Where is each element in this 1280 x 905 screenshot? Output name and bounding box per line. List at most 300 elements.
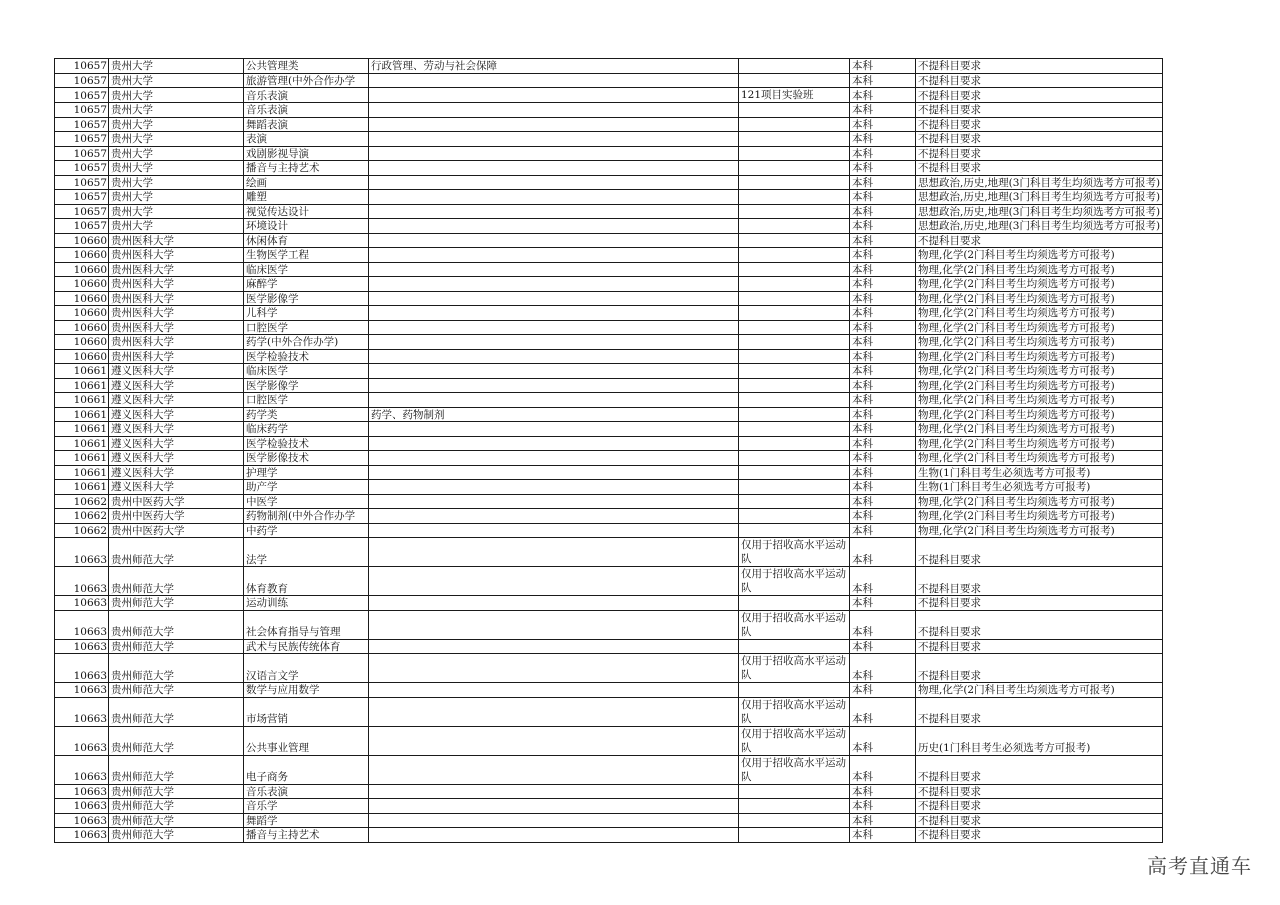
level-cell: 本科 — [850, 451, 916, 466]
remark-cell — [739, 248, 850, 263]
subject-requirement-cell: 不提科目要求 — [916, 538, 1163, 567]
major-name-cell: 数学与应用数学 — [244, 683, 369, 698]
school-name-cell: 遵义医科大学 — [109, 451, 244, 466]
included-majors-cell — [369, 320, 739, 335]
included-majors-cell — [369, 103, 739, 118]
major-name-cell: 音乐表演 — [244, 784, 369, 799]
subject-requirement-cell: 物理,化学(2门科目考生均须选考方可报考) — [916, 422, 1163, 437]
remark-cell — [739, 349, 850, 364]
major-name-cell: 体育教育 — [244, 567, 369, 596]
included-majors-cell — [369, 190, 739, 205]
school-code-cell: 10660 — [55, 262, 109, 277]
remark-cell — [739, 465, 850, 480]
major-name-cell: 中药学 — [244, 523, 369, 538]
remark-cell — [739, 59, 850, 74]
school-code-cell: 10660 — [55, 248, 109, 263]
school-name-cell: 遵义医科大学 — [109, 422, 244, 437]
school-code-cell: 10657 — [55, 175, 109, 190]
subject-requirement-cell: 不提科目要求 — [916, 59, 1163, 74]
included-majors-cell — [369, 291, 739, 306]
school-name-cell: 贵州大学 — [109, 59, 244, 74]
school-code-cell: 10663 — [55, 639, 109, 654]
school-name-cell: 贵州师范大学 — [109, 610, 244, 639]
level-cell: 本科 — [850, 436, 916, 451]
school-name-cell: 贵州医科大学 — [109, 277, 244, 292]
major-name-cell: 舞蹈学 — [244, 813, 369, 828]
major-name-cell: 电子商务 — [244, 755, 369, 784]
included-majors-cell — [369, 378, 739, 393]
remark-cell — [739, 291, 850, 306]
school-name-cell: 贵州医科大学 — [109, 335, 244, 350]
level-cell: 本科 — [850, 132, 916, 147]
level-cell: 本科 — [850, 538, 916, 567]
included-majors-cell — [369, 146, 739, 161]
subject-requirement-cell: 物理,化学(2门科目考生均须选考方可报考) — [916, 291, 1163, 306]
table-row — [55, 610, 1163, 639]
included-majors-cell — [369, 73, 739, 88]
remark-cell — [739, 436, 850, 451]
remark-cell: 仅用于招收高水平运动队 — [739, 755, 850, 784]
level-cell: 本科 — [850, 567, 916, 596]
included-majors-cell — [369, 639, 739, 654]
major-name-cell: 医学检验技术 — [244, 349, 369, 364]
subject-requirement-cell: 不提科目要求 — [916, 88, 1163, 103]
school-code-cell: 10657 — [55, 219, 109, 234]
level-cell: 本科 — [850, 335, 916, 350]
school-name-cell: 贵州大学 — [109, 190, 244, 205]
level-cell: 本科 — [850, 610, 916, 639]
major-name-cell: 市场营销 — [244, 697, 369, 726]
included-majors-cell — [369, 175, 739, 190]
subject-requirement-cell: 物理,化学(2门科目考生均须选考方可报考) — [916, 494, 1163, 509]
table-row — [55, 407, 1163, 422]
subject-requirement-cell: 不提科目要求 — [916, 161, 1163, 176]
school-name-cell: 贵州大学 — [109, 146, 244, 161]
level-cell: 本科 — [850, 364, 916, 379]
school-code-cell: 10663 — [55, 828, 109, 843]
table-row — [55, 161, 1163, 176]
subject-requirement-cell: 不提科目要求 — [916, 73, 1163, 88]
major-name-cell: 旅游管理(中外合作办学 — [244, 73, 369, 88]
level-cell: 本科 — [850, 219, 916, 234]
major-name-cell: 临床医学 — [244, 262, 369, 277]
level-cell: 本科 — [850, 88, 916, 103]
included-majors-cell — [369, 509, 739, 524]
table-row — [55, 204, 1163, 219]
table-row — [55, 509, 1163, 524]
included-majors-cell — [369, 393, 739, 408]
subject-requirement-cell: 物理,化学(2门科目考生均须选考方可报考) — [916, 349, 1163, 364]
subject-requirement-cell: 不提科目要求 — [916, 146, 1163, 161]
table-row — [55, 683, 1163, 698]
school-name-cell: 贵州医科大学 — [109, 320, 244, 335]
school-code-cell: 10660 — [55, 306, 109, 321]
school-code-cell: 10661 — [55, 436, 109, 451]
school-name-cell: 贵州师范大学 — [109, 654, 244, 683]
school-code-cell: 10660 — [55, 291, 109, 306]
included-majors-cell — [369, 277, 739, 292]
table-row — [55, 494, 1163, 509]
school-code-cell: 10663 — [55, 567, 109, 596]
level-cell: 本科 — [850, 175, 916, 190]
table-row — [55, 88, 1163, 103]
included-majors-cell — [369, 494, 739, 509]
school-name-cell: 遵义医科大学 — [109, 378, 244, 393]
table-row — [55, 755, 1163, 784]
major-name-cell: 环境设计 — [244, 219, 369, 234]
remark-cell — [739, 784, 850, 799]
included-majors-cell — [369, 799, 739, 814]
level-cell: 本科 — [850, 422, 916, 437]
included-majors-cell — [369, 204, 739, 219]
school-code-cell: 10662 — [55, 509, 109, 524]
level-cell: 本科 — [850, 784, 916, 799]
remark-cell — [739, 175, 850, 190]
subject-requirement-cell: 不提科目要求 — [916, 596, 1163, 611]
major-name-cell: 戏剧影视导演 — [244, 146, 369, 161]
school-name-cell: 贵州师范大学 — [109, 538, 244, 567]
level-cell: 本科 — [850, 277, 916, 292]
subject-requirement-cell: 物理,化学(2门科目考生均须选考方可报考) — [916, 436, 1163, 451]
remark-cell — [739, 364, 850, 379]
table-row — [55, 306, 1163, 321]
level-cell: 本科 — [850, 639, 916, 654]
school-name-cell: 贵州中医药大学 — [109, 494, 244, 509]
subject-requirement-cell: 物理,化学(2门科目考生均须选考方可报考) — [916, 509, 1163, 524]
remark-cell — [739, 204, 850, 219]
level-cell: 本科 — [850, 828, 916, 843]
remark-cell — [739, 262, 850, 277]
subject-requirement-cell: 思想政治,历史,地理(3门科目考生均须选考方可报考) — [916, 175, 1163, 190]
school-name-cell: 贵州医科大学 — [109, 262, 244, 277]
school-code-cell: 10660 — [55, 335, 109, 350]
school-name-cell: 贵州中医药大学 — [109, 523, 244, 538]
included-majors-cell — [369, 784, 739, 799]
school-code-cell: 10663 — [55, 610, 109, 639]
subject-requirement-cell: 物理,化学(2门科目考生均须选考方可报考) — [916, 335, 1163, 350]
remark-cell: 仅用于招收高水平运动队 — [739, 538, 850, 567]
remark-cell — [739, 422, 850, 437]
level-cell: 本科 — [850, 117, 916, 132]
included-majors-cell — [369, 828, 739, 843]
major-name-cell: 武术与民族传统体育 — [244, 639, 369, 654]
level-cell: 本科 — [850, 407, 916, 422]
level-cell: 本科 — [850, 596, 916, 611]
included-majors-cell: 行政管理、劳动与社会保障 — [369, 59, 739, 74]
major-name-cell: 音乐学 — [244, 799, 369, 814]
school-code-cell: 10661 — [55, 407, 109, 422]
major-name-cell: 播音与主持艺术 — [244, 161, 369, 176]
included-majors-cell — [369, 610, 739, 639]
major-name-cell: 休闲体育 — [244, 233, 369, 248]
table-row — [55, 103, 1163, 118]
school-code-cell: 10657 — [55, 146, 109, 161]
subject-requirement-cell: 不提科目要求 — [916, 799, 1163, 814]
school-code-cell: 10660 — [55, 320, 109, 335]
subject-requirement-cell: 物理,化学(2门科目考生均须选考方可报考) — [916, 320, 1163, 335]
school-name-cell: 贵州师范大学 — [109, 799, 244, 814]
subject-requirement-cell: 不提科目要求 — [916, 784, 1163, 799]
table-row — [55, 132, 1163, 147]
table-row — [55, 117, 1163, 132]
included-majors-cell — [369, 683, 739, 698]
major-name-cell: 音乐表演 — [244, 88, 369, 103]
school-name-cell: 贵州大学 — [109, 103, 244, 118]
table-row — [55, 639, 1163, 654]
school-code-cell: 10663 — [55, 813, 109, 828]
level-cell: 本科 — [850, 248, 916, 263]
school-name-cell: 贵州师范大学 — [109, 755, 244, 784]
table-row — [55, 799, 1163, 814]
school-code-cell: 10663 — [55, 726, 109, 755]
school-code-cell: 10657 — [55, 161, 109, 176]
remark-cell — [739, 306, 850, 321]
subject-requirement-cell: 物理,化学(2门科目考生均须选考方可报考) — [916, 407, 1163, 422]
subject-requirement-cell: 物理,化学(2门科目考生均须选考方可报考) — [916, 378, 1163, 393]
school-name-cell: 遵义医科大学 — [109, 465, 244, 480]
table-row — [55, 697, 1163, 726]
level-cell: 本科 — [850, 494, 916, 509]
subject-requirement-cell: 物理,化学(2门科目考生均须选考方可报考) — [916, 364, 1163, 379]
table-row — [55, 654, 1163, 683]
included-majors-cell — [369, 480, 739, 495]
major-name-cell: 护理学 — [244, 465, 369, 480]
subject-requirement-cell: 生物(1门科目考生必须选考方可报考) — [916, 465, 1163, 480]
subject-requirement-cell: 物理,化学(2门科目考生均须选考方可报考) — [916, 262, 1163, 277]
remark-cell — [739, 233, 850, 248]
remark-cell — [739, 683, 850, 698]
school-name-cell: 贵州师范大学 — [109, 639, 244, 654]
school-code-cell: 10661 — [55, 451, 109, 466]
table-row — [55, 480, 1163, 495]
major-name-cell: 表演 — [244, 132, 369, 147]
school-code-cell: 10660 — [55, 233, 109, 248]
level-cell: 本科 — [850, 480, 916, 495]
remark-cell — [739, 117, 850, 132]
school-name-cell: 贵州师范大学 — [109, 596, 244, 611]
remark-cell — [739, 639, 850, 654]
table-row — [55, 73, 1163, 88]
school-code-cell: 10661 — [55, 393, 109, 408]
included-majors-cell — [369, 117, 739, 132]
remark-cell — [739, 813, 850, 828]
table-row — [55, 596, 1163, 611]
level-cell: 本科 — [850, 349, 916, 364]
school-name-cell: 贵州医科大学 — [109, 306, 244, 321]
school-name-cell: 贵州师范大学 — [109, 697, 244, 726]
major-name-cell: 临床医学 — [244, 364, 369, 379]
school-name-cell: 贵州大学 — [109, 132, 244, 147]
school-code-cell: 10663 — [55, 697, 109, 726]
included-majors-cell — [369, 451, 739, 466]
school-code-cell: 10657 — [55, 117, 109, 132]
included-majors-cell — [369, 132, 739, 147]
watermark-text: 高考直通车 — [1147, 854, 1252, 878]
included-majors-cell — [369, 219, 739, 234]
school-code-cell: 10657 — [55, 190, 109, 205]
subject-requirement-cell: 物理,化学(2门科目考生均须选考方可报考) — [916, 306, 1163, 321]
table-row — [55, 451, 1163, 466]
level-cell: 本科 — [850, 291, 916, 306]
school-name-cell: 贵州师范大学 — [109, 828, 244, 843]
school-code-cell: 10663 — [55, 596, 109, 611]
subject-requirement-cell: 历史(1门科目考生必须选考方可报考) — [916, 726, 1163, 755]
table-row — [55, 364, 1163, 379]
school-code-cell: 10662 — [55, 523, 109, 538]
school-name-cell: 贵州大学 — [109, 175, 244, 190]
school-code-cell: 10657 — [55, 59, 109, 74]
included-majors-cell — [369, 654, 739, 683]
table-body — [55, 59, 1163, 843]
major-name-cell: 助产学 — [244, 480, 369, 495]
school-code-cell: 10657 — [55, 73, 109, 88]
major-name-cell: 公共管理类 — [244, 59, 369, 74]
table-row — [55, 784, 1163, 799]
table-row — [55, 567, 1163, 596]
remark-cell — [739, 523, 850, 538]
level-cell: 本科 — [850, 190, 916, 205]
school-code-cell: 10663 — [55, 654, 109, 683]
included-majors-cell — [369, 422, 739, 437]
remark-cell — [739, 393, 850, 408]
included-majors-cell — [369, 538, 739, 567]
school-name-cell: 贵州大学 — [109, 73, 244, 88]
remark-cell — [739, 277, 850, 292]
included-majors-cell — [369, 567, 739, 596]
school-name-cell: 遵义医科大学 — [109, 436, 244, 451]
school-name-cell: 贵州大学 — [109, 204, 244, 219]
subject-requirement-cell: 物理,化学(2门科目考生均须选考方可报考) — [916, 683, 1163, 698]
major-name-cell: 播音与主持艺术 — [244, 828, 369, 843]
remark-cell — [739, 335, 850, 350]
table-row — [55, 828, 1163, 843]
included-majors-cell — [369, 726, 739, 755]
remark-cell — [739, 132, 850, 147]
school-name-cell: 贵州医科大学 — [109, 233, 244, 248]
school-name-cell: 贵州医科大学 — [109, 291, 244, 306]
remark-cell — [739, 146, 850, 161]
subject-requirement-cell: 不提科目要求 — [916, 233, 1163, 248]
school-name-cell: 贵州师范大学 — [109, 683, 244, 698]
major-name-cell: 口腔医学 — [244, 320, 369, 335]
table-row — [55, 277, 1163, 292]
school-code-cell: 10657 — [55, 132, 109, 147]
remark-cell — [739, 103, 850, 118]
included-majors-cell — [369, 697, 739, 726]
remark-cell: 仅用于招收高水平运动队 — [739, 726, 850, 755]
level-cell: 本科 — [850, 233, 916, 248]
level-cell: 本科 — [850, 813, 916, 828]
major-name-cell: 麻醉学 — [244, 277, 369, 292]
subject-requirement-cell: 物理,化学(2门科目考生均须选考方可报考) — [916, 248, 1163, 263]
remark-cell: 仅用于招收高水平运动队 — [739, 610, 850, 639]
included-majors-cell — [369, 436, 739, 451]
major-name-cell: 药物制剂(中外合作办学 — [244, 509, 369, 524]
major-name-cell: 公共事业管理 — [244, 726, 369, 755]
major-name-cell: 药学(中外合作办学) — [244, 335, 369, 350]
school-name-cell: 贵州大学 — [109, 219, 244, 234]
major-name-cell: 视觉传达设计 — [244, 204, 369, 219]
school-code-cell: 10663 — [55, 683, 109, 698]
subject-requirement-cell: 不提科目要求 — [916, 697, 1163, 726]
table-row — [55, 262, 1163, 277]
included-majors-cell — [369, 262, 739, 277]
major-name-cell: 口腔医学 — [244, 393, 369, 408]
subject-requirement-cell: 物理,化学(2门科目考生均须选考方可报考) — [916, 393, 1163, 408]
table-row — [55, 233, 1163, 248]
included-majors-cell — [369, 335, 739, 350]
school-name-cell: 贵州医科大学 — [109, 248, 244, 263]
subject-requirement-cell: 不提科目要求 — [916, 610, 1163, 639]
school-name-cell: 遵义医科大学 — [109, 480, 244, 495]
level-cell: 本科 — [850, 204, 916, 219]
subject-requirement-cell: 不提科目要求 — [916, 755, 1163, 784]
level-cell: 本科 — [850, 320, 916, 335]
remark-cell: 仅用于招收高水平运动队 — [739, 567, 850, 596]
remark-cell — [739, 828, 850, 843]
table-row — [55, 393, 1163, 408]
remark-cell — [739, 509, 850, 524]
school-name-cell: 贵州师范大学 — [109, 567, 244, 596]
major-name-cell: 舞蹈表演 — [244, 117, 369, 132]
level-cell: 本科 — [850, 73, 916, 88]
remark-cell — [739, 494, 850, 509]
major-name-cell: 中医学 — [244, 494, 369, 509]
included-majors-cell — [369, 523, 739, 538]
level-cell: 本科 — [850, 262, 916, 277]
school-name-cell: 贵州师范大学 — [109, 726, 244, 755]
table-row — [55, 726, 1163, 755]
table-row — [55, 175, 1163, 190]
school-code-cell: 10657 — [55, 103, 109, 118]
major-name-cell: 运动训练 — [244, 596, 369, 611]
included-majors-cell — [369, 248, 739, 263]
level-cell: 本科 — [850, 523, 916, 538]
remark-cell — [739, 190, 850, 205]
included-majors-cell — [369, 161, 739, 176]
table-row — [55, 523, 1163, 538]
school-name-cell: 遵义医科大学 — [109, 364, 244, 379]
major-name-cell: 医学检验技术 — [244, 436, 369, 451]
school-name-cell: 贵州大学 — [109, 161, 244, 176]
major-name-cell: 音乐表演 — [244, 103, 369, 118]
table-row — [55, 291, 1163, 306]
school-code-cell: 10657 — [55, 204, 109, 219]
school-name-cell: 遵义医科大学 — [109, 393, 244, 408]
table-row — [55, 335, 1163, 350]
level-cell: 本科 — [850, 393, 916, 408]
subject-requirement-cell: 思想政治,历史,地理(3门科目考生均须选考方可报考) — [916, 190, 1163, 205]
major-name-cell: 药学类 — [244, 407, 369, 422]
school-name-cell: 贵州师范大学 — [109, 784, 244, 799]
remark-cell — [739, 799, 850, 814]
remark-cell — [739, 378, 850, 393]
major-name-cell: 汉语言文学 — [244, 654, 369, 683]
major-name-cell: 社会体育指导与管理 — [244, 610, 369, 639]
major-name-cell: 医学影像学 — [244, 291, 369, 306]
major-name-cell: 雕塑 — [244, 190, 369, 205]
level-cell: 本科 — [850, 465, 916, 480]
subject-requirement-cell: 生物(1门科目考生必须选考方可报考) — [916, 480, 1163, 495]
subject-requirement-cell: 不提科目要求 — [916, 117, 1163, 132]
remark-cell — [739, 480, 850, 495]
table-row — [55, 59, 1163, 74]
school-code-cell: 10661 — [55, 422, 109, 437]
remark-cell — [739, 73, 850, 88]
school-name-cell: 贵州医科大学 — [109, 349, 244, 364]
remark-cell — [739, 219, 850, 234]
major-name-cell: 绘画 — [244, 175, 369, 190]
